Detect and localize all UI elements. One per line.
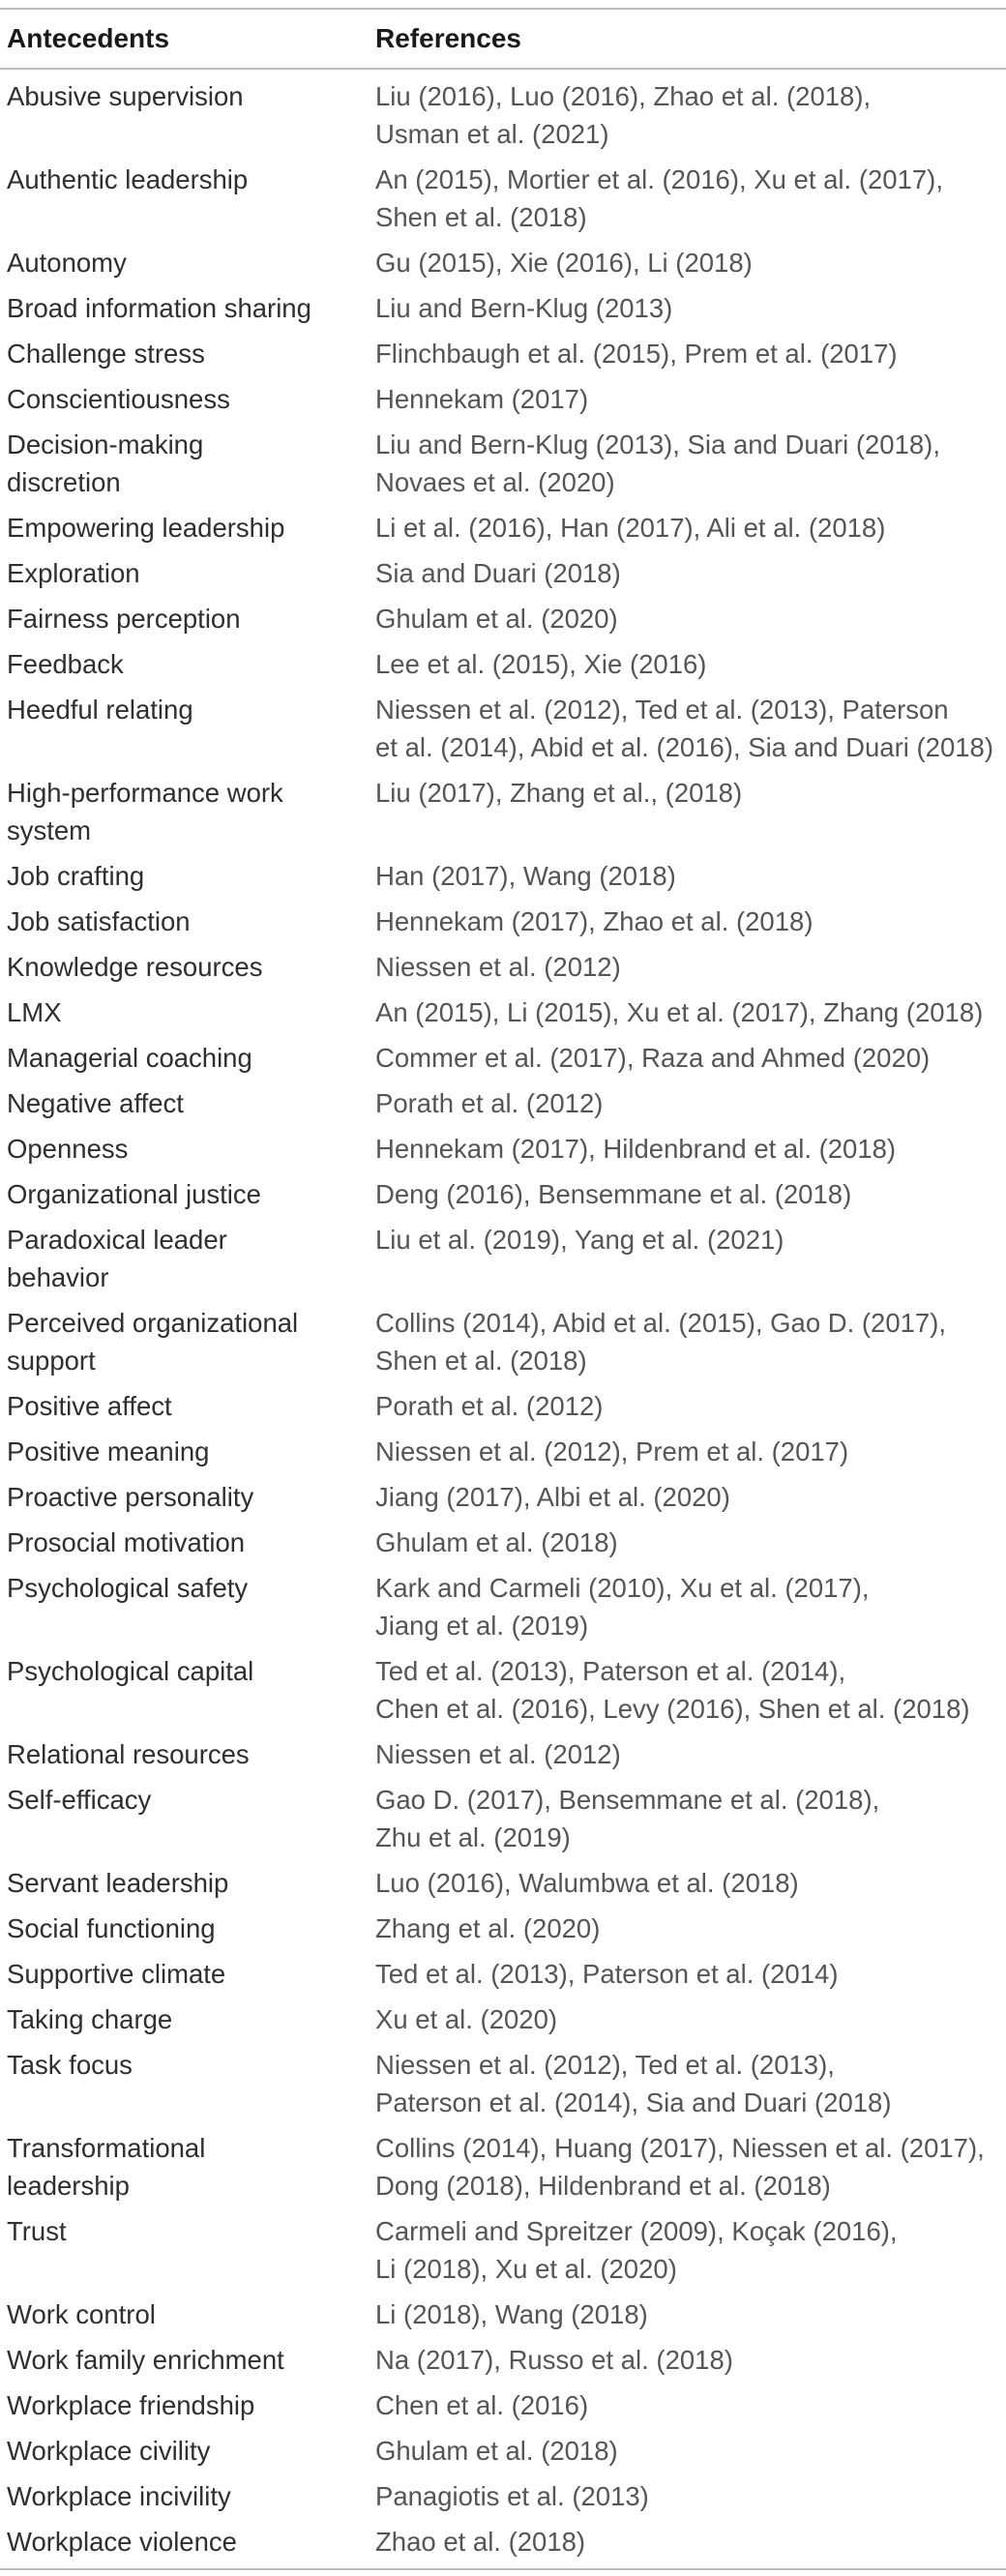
references-cell bbox=[375, 1387, 1006, 1425]
antecedent-cell bbox=[0, 1955, 375, 1993]
reference-line: Niessen et al. (2012) bbox=[375, 1739, 621, 1769]
references-cell bbox=[375, 948, 1006, 986]
table-row bbox=[0, 1217, 1006, 1300]
references-cell bbox=[375, 2046, 1006, 2121]
antecedent-cell bbox=[0, 2000, 375, 2038]
antecedent-text: Abusive supervision bbox=[7, 81, 244, 111]
reference-line: Dong (2018), Hildenbrand et al. (2018) bbox=[375, 2171, 831, 2201]
references-cell bbox=[375, 1781, 1006, 1856]
reference-line: Zhang et al. (2020) bbox=[375, 1913, 601, 1943]
reference-line: An (2015), Mortier et al. (2016), Xu et al. (2017), bbox=[375, 164, 943, 194]
reference-line: Han (2017), Wang (2018) bbox=[375, 861, 676, 891]
references-cell bbox=[375, 1652, 1006, 1728]
antecedent-cell bbox=[0, 1433, 375, 1470]
antecedent-text: Positive meaning bbox=[7, 1436, 210, 1466]
reference-line: Gao D. (2017), Bensemmane et al. (2018), bbox=[375, 1785, 880, 1815]
reference-line: Zhu et al. (2019) bbox=[375, 1822, 571, 1852]
references-cell bbox=[375, 1039, 1006, 1077]
antecedent-cell bbox=[0, 2386, 375, 2424]
table-row bbox=[0, 1474, 1006, 1520]
antecedent-cell bbox=[0, 1735, 375, 1773]
reference-line: Luo (2016), Walumbwa et al. (2018) bbox=[375, 1868, 799, 1898]
antecedent-text: Conscientiousness bbox=[7, 384, 230, 414]
references-cell bbox=[375, 2523, 1006, 2561]
reference-line: Porath et al. (2012) bbox=[375, 1391, 604, 1421]
references-cell bbox=[375, 857, 1006, 895]
antecedent-cell bbox=[0, 645, 375, 683]
antecedent-line: Perceived organizational bbox=[7, 1308, 299, 1338]
reference-line: Li (2018), Wang (2018) bbox=[375, 2299, 648, 2329]
antecedent-cell bbox=[0, 1652, 375, 1690]
table-row bbox=[0, 1906, 1006, 1951]
table-row bbox=[0, 1951, 1006, 1997]
references-cell bbox=[375, 426, 1006, 501]
antecedent-text: Workplace friendship bbox=[7, 2390, 255, 2420]
antecedent-line: leadership bbox=[7, 2171, 130, 2201]
reference-line: Niessen et al. (2012), Ted et al. (2013), Paterson bbox=[375, 695, 949, 725]
antecedent-line: system bbox=[7, 815, 92, 845]
reference-line: Deng (2016), Bensemmane et al. (2018) bbox=[375, 1179, 852, 1209]
references-cell bbox=[375, 1221, 1006, 1258]
reference-line: Ghulam et al. (2018) bbox=[375, 2436, 618, 2466]
header-references: References bbox=[375, 23, 521, 53]
references-cell bbox=[375, 1524, 1006, 1561]
antecedent-cell bbox=[0, 774, 375, 849]
reference-line: Niessen et al. (2012), Ted et al. (2013), bbox=[375, 2050, 835, 2080]
antecedent-cell bbox=[0, 1864, 375, 1902]
antecedent-text: Psychological capital bbox=[7, 1656, 254, 1686]
reference-line: Porath et al. (2012) bbox=[375, 1088, 604, 1118]
antecedent-text: Autonomy bbox=[7, 248, 127, 278]
table-row bbox=[0, 2042, 1006, 2125]
table-row bbox=[0, 376, 1006, 422]
antecedent-text: Taking charge bbox=[7, 2004, 173, 2034]
table-row bbox=[0, 1997, 1006, 2042]
antecedent-text: Psychological safety bbox=[7, 1573, 249, 1603]
reference-line: Flinchbaugh et al. (2015), Prem et al. (2017) bbox=[375, 339, 898, 369]
table-row bbox=[0, 853, 1006, 899]
antecedent-cell bbox=[0, 2295, 375, 2333]
antecedent-cell bbox=[0, 335, 375, 372]
antecedent-text: Task focus bbox=[7, 2050, 133, 2080]
table-row bbox=[0, 1777, 1006, 1860]
antecedent-text: Work control bbox=[7, 2299, 156, 2329]
antecedent-text: Exploration bbox=[7, 558, 140, 588]
antecedent-cell bbox=[0, 289, 375, 327]
reference-line: Ghulam et al. (2018) bbox=[375, 1527, 618, 1557]
antecedent-line: discretion bbox=[7, 467, 121, 497]
antecedent-cell bbox=[0, 2523, 375, 2561]
references-cell bbox=[375, 2386, 1006, 2424]
table-row bbox=[0, 990, 1006, 1035]
references-cell bbox=[375, 2000, 1006, 2038]
references-cell bbox=[375, 993, 1006, 1031]
antecedent-text: Workplace incivility bbox=[7, 2481, 231, 2511]
antecedent-cell bbox=[0, 903, 375, 940]
table-row bbox=[0, 1081, 1006, 1126]
antecedent-cell bbox=[0, 1781, 375, 1819]
reference-line: Paterson et al. (2014), Sia and Duari (2018) bbox=[375, 2087, 892, 2117]
header-antecedents: Antecedents bbox=[7, 23, 170, 53]
antecedent-cell bbox=[0, 2477, 375, 2515]
antecedent-text: Prosocial motivation bbox=[7, 1527, 246, 1557]
references-cell bbox=[375, 509, 1006, 547]
table-row bbox=[0, 1732, 1006, 1777]
table-row bbox=[0, 944, 1006, 990]
reference-line: Chen et al. (2016) bbox=[375, 2390, 589, 2420]
table-row bbox=[0, 1300, 1006, 1383]
reference-line: Ghulam et al. (2020) bbox=[375, 604, 618, 634]
reference-line: Xu et al. (2020) bbox=[375, 2004, 558, 2034]
table-row bbox=[0, 1520, 1006, 1565]
antecedent-text: Servant leadership bbox=[7, 1868, 229, 1898]
antecedent-cell bbox=[0, 1524, 375, 1561]
antecedent-line: support bbox=[7, 1346, 96, 1376]
antecedent-cell bbox=[0, 2341, 375, 2379]
references-cell bbox=[375, 645, 1006, 683]
reference-line: Liu and Bern-Klug (2013) bbox=[375, 293, 673, 323]
table-row bbox=[0, 2337, 1006, 2383]
references-cell bbox=[375, 1910, 1006, 1947]
table-row bbox=[0, 285, 1006, 331]
reference-line: Usman et al. (2021) bbox=[375, 119, 609, 149]
references-cell bbox=[375, 2432, 1006, 2470]
reference-line: Li et al. (2016), Han (2017), Ali et al. (2018) bbox=[375, 513, 886, 543]
antecedent-text: Feedback bbox=[7, 649, 124, 679]
references-cell bbox=[375, 1084, 1006, 1122]
antecedent-cell bbox=[0, 1304, 375, 1379]
antecedent-text: Organizational justice bbox=[7, 1179, 261, 1209]
reference-line: Hennekam (2017) bbox=[375, 384, 589, 414]
antecedent-cell bbox=[0, 1569, 375, 1607]
antecedent-text: Work family enrichment bbox=[7, 2345, 284, 2375]
antecedent-cell bbox=[0, 2129, 375, 2205]
antecedent-text: Supportive climate bbox=[7, 1959, 226, 1989]
references-cell bbox=[375, 554, 1006, 592]
reference-line: et al. (2014), Abid et al. (2016), Sia and Duari (2018) bbox=[375, 732, 993, 762]
table-row bbox=[0, 505, 1006, 550]
references-cell bbox=[375, 2129, 1006, 2205]
references-cell bbox=[375, 77, 1006, 153]
antecedent-cell bbox=[0, 380, 375, 418]
reference-line: An (2015), Li (2015), Xu et al. (2017), Zhang (2018) bbox=[375, 997, 984, 1027]
table-row bbox=[0, 240, 1006, 285]
antecedent-cell bbox=[0, 691, 375, 728]
reference-line: Shen et al. (2018) bbox=[375, 1346, 587, 1376]
reference-line: Panagiotis et al. (2013) bbox=[375, 2481, 649, 2511]
antecedent-line: behavior bbox=[7, 1262, 109, 1292]
antecedent-cell bbox=[0, 161, 375, 198]
references-cell bbox=[375, 1478, 1006, 1516]
antecedent-text: Negative affect bbox=[7, 1088, 184, 1118]
table-row bbox=[0, 641, 1006, 687]
antecedent-cell bbox=[0, 857, 375, 895]
reference-line: Hennekam (2017), Hildenbrand et al. (2018) bbox=[375, 1134, 897, 1164]
references-cell bbox=[375, 2212, 1006, 2288]
table-row bbox=[0, 1126, 1006, 1171]
antecedent-cell bbox=[0, 1130, 375, 1168]
antecedent-text: LMX bbox=[7, 997, 62, 1027]
table-row bbox=[0, 1035, 1006, 1081]
antecedent-cell bbox=[0, 1039, 375, 1077]
antecedent-text: Fairness perception bbox=[7, 604, 241, 634]
antecedent-text: Social functioning bbox=[7, 1913, 216, 1943]
reference-line: Ted et al. (2013), Paterson et al. (2014), bbox=[375, 1656, 846, 1686]
antecedent-cell bbox=[0, 1387, 375, 1425]
table-row bbox=[0, 1648, 1006, 1732]
table-row bbox=[0, 331, 1006, 376]
antecedent-text: Empowering leadership bbox=[7, 513, 285, 543]
antecedent-cell bbox=[0, 1221, 375, 1296]
antecedent-cell bbox=[0, 554, 375, 592]
antecedent-text: Workplace civility bbox=[7, 2436, 211, 2466]
table-header-row bbox=[0, 8, 1006, 70]
references-cell bbox=[375, 1175, 1006, 1213]
antecedent-text: Knowledge resources bbox=[7, 952, 263, 982]
antecedent-cell bbox=[0, 509, 375, 547]
antecedent-line: High-performance work bbox=[7, 778, 283, 808]
reference-line: Jiang (2017), Albi et al. (2020) bbox=[375, 1482, 730, 1512]
table-row bbox=[0, 2519, 1006, 2564]
reference-line: Li (2018), Xu et al. (2020) bbox=[375, 2254, 677, 2284]
table-row bbox=[0, 1565, 1006, 1648]
table-row bbox=[0, 1171, 1006, 1217]
antecedent-cell bbox=[0, 600, 375, 637]
antecedent-text: Self-efficacy bbox=[7, 1785, 152, 1815]
references-cell bbox=[375, 1864, 1006, 1902]
reference-line: Niessen et al. (2012), Prem et al. (2017) bbox=[375, 1436, 849, 1466]
references-cell bbox=[375, 1735, 1006, 1773]
antecedent-cell bbox=[0, 426, 375, 501]
table-row bbox=[0, 899, 1006, 944]
antecedent-text: Broad information sharing bbox=[7, 293, 311, 323]
references-cell bbox=[375, 244, 1006, 281]
references-cell bbox=[375, 1130, 1006, 1168]
antecedent-text: Authentic leadership bbox=[7, 164, 249, 194]
antecedent-cell bbox=[0, 1175, 375, 1213]
table-row bbox=[0, 422, 1006, 505]
reference-line: Liu et al. (2019), Yang et al. (2021) bbox=[375, 1225, 784, 1255]
table-row bbox=[0, 687, 1006, 770]
table-row bbox=[0, 74, 1006, 157]
antecedent-cell bbox=[0, 2046, 375, 2084]
reference-line: Collins (2014), Abid et al. (2015), Gao D. (2017), bbox=[375, 1308, 947, 1338]
references-cell bbox=[375, 1955, 1006, 1993]
reference-line: Zhao et al. (2018) bbox=[375, 2527, 586, 2557]
table-row bbox=[0, 1429, 1006, 1474]
references-cell bbox=[375, 600, 1006, 637]
table-row bbox=[0, 596, 1006, 641]
reference-line: Jiang et al. (2019) bbox=[375, 1611, 589, 1641]
antecedent-text: Openness bbox=[7, 1134, 129, 1164]
table-row bbox=[0, 1860, 1006, 1906]
reference-line: Chen et al. (2016), Levy (2016), Shen et al. (2018) bbox=[375, 1694, 970, 1724]
table-bottom-rule bbox=[0, 2568, 1006, 2570]
references-cell bbox=[375, 774, 1006, 812]
references-cell bbox=[375, 903, 1006, 940]
table-row bbox=[0, 1383, 1006, 1429]
reference-line: Na (2017), Russo et al. (2018) bbox=[375, 2345, 733, 2375]
antecedent-cell bbox=[0, 948, 375, 986]
table-row bbox=[0, 2208, 1006, 2292]
antecedent-cell bbox=[0, 1910, 375, 1947]
table-row bbox=[0, 2473, 1006, 2519]
references-cell bbox=[375, 289, 1006, 327]
antecedent-text: Relational resources bbox=[7, 1739, 250, 1769]
reference-line: Liu (2016), Luo (2016), Zhao et al. (2018), bbox=[375, 81, 872, 111]
antecedent-cell bbox=[0, 2432, 375, 2470]
antecedent-line: Transformational bbox=[7, 2133, 206, 2163]
antecedent-line: Decision-making bbox=[7, 429, 204, 459]
table-row bbox=[0, 770, 1006, 853]
antecedent-text: Trust bbox=[7, 2216, 67, 2246]
antecedent-text: Workplace violence bbox=[7, 2527, 237, 2557]
reference-line: Niessen et al. (2012) bbox=[375, 952, 621, 982]
antecedent-text: Job satisfaction bbox=[7, 906, 191, 936]
table-row bbox=[0, 2292, 1006, 2337]
reference-line: Gu (2015), Xie (2016), Li (2018) bbox=[375, 248, 753, 278]
reference-line: Sia and Duari (2018) bbox=[375, 558, 621, 588]
table-row bbox=[0, 2125, 1006, 2208]
reference-line: Ted et al. (2013), Paterson et al. (2014) bbox=[375, 1959, 839, 1989]
reference-line: Collins (2014), Huang (2017), Niessen et al. (2017), bbox=[375, 2133, 985, 2163]
table-row bbox=[0, 2383, 1006, 2428]
references-cell bbox=[375, 2295, 1006, 2333]
table-row bbox=[0, 550, 1006, 596]
antecedent-cell bbox=[0, 244, 375, 281]
antecedent-text: Challenge stress bbox=[7, 339, 205, 369]
antecedent-text: Positive affect bbox=[7, 1391, 172, 1421]
reference-line: Lee et al. (2015), Xie (2016) bbox=[375, 649, 707, 679]
antecedent-text: Managerial coaching bbox=[7, 1043, 252, 1073]
antecedent-text: Job crafting bbox=[7, 861, 145, 891]
table-row bbox=[0, 2428, 1006, 2473]
antecedent-cell bbox=[0, 1084, 375, 1122]
references-cell bbox=[375, 161, 1006, 236]
antecedent-cell bbox=[0, 77, 375, 115]
reference-line: Liu (2017), Zhang et al., (2018) bbox=[375, 778, 743, 808]
antecedent-text: Proactive personality bbox=[7, 1482, 254, 1512]
references-cell bbox=[375, 1569, 1006, 1644]
references-cell bbox=[375, 335, 1006, 372]
reference-line: Novaes et al. (2020) bbox=[375, 467, 615, 497]
antecedent-line: Paradoxical leader bbox=[7, 1225, 227, 1255]
references-cell bbox=[375, 2477, 1006, 2515]
references-cell bbox=[375, 691, 1006, 766]
antecedent-cell bbox=[0, 1478, 375, 1516]
reference-line: Liu and Bern-Klug (2013), Sia and Duari (2018), bbox=[375, 429, 940, 459]
reference-line: Commer et al. (2017), Raza and Ahmed (2020) bbox=[375, 1043, 931, 1073]
table-body bbox=[0, 70, 1006, 2564]
reference-line: Carmeli and Spreitzer (2009), Koçak (2016), bbox=[375, 2216, 898, 2246]
references-cell bbox=[375, 380, 1006, 418]
references-cell bbox=[375, 1304, 1006, 1379]
table-row bbox=[0, 157, 1006, 240]
antecedent-cell bbox=[0, 993, 375, 1031]
reference-line: Kark and Carmeli (2010), Xu et al. (2017), bbox=[375, 1573, 870, 1603]
reference-line: Hennekam (2017), Zhao et al. (2018) bbox=[375, 906, 814, 936]
reference-line: Shen et al. (2018) bbox=[375, 202, 587, 232]
references-cell bbox=[375, 2341, 1006, 2379]
references-cell bbox=[375, 1433, 1006, 1470]
antecedent-cell bbox=[0, 2212, 375, 2250]
antecedent-text: Heedful relating bbox=[7, 695, 193, 725]
